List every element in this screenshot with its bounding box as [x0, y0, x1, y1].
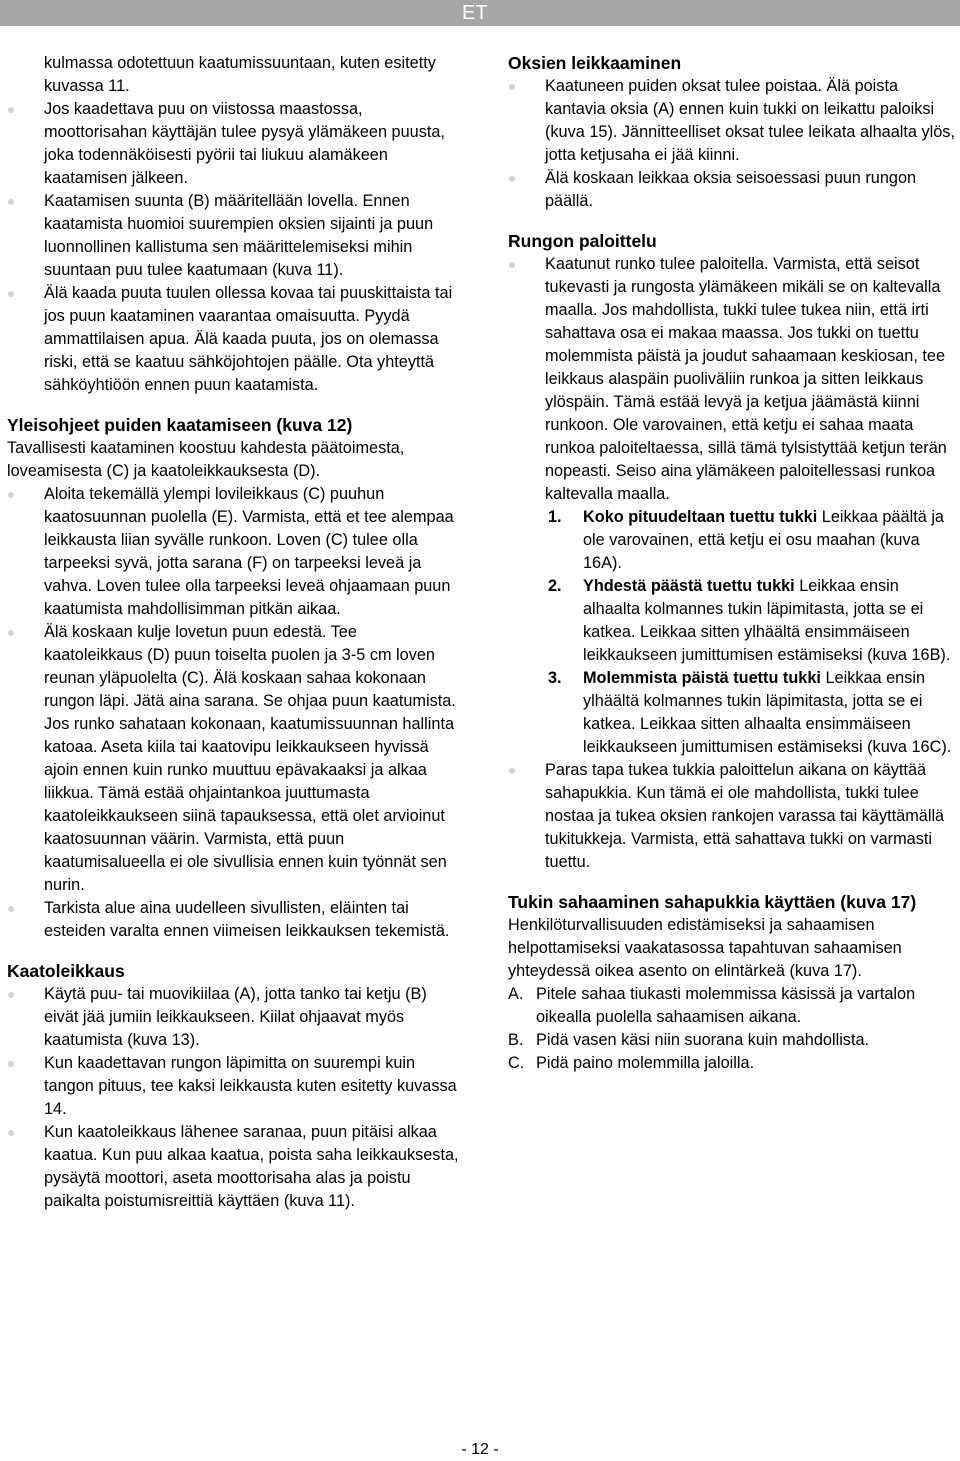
lettered-item — [508, 983, 960, 1029]
paragraph: Henkilöturvallisuuden edistämiseksi ja sahaamisen helpottamiseksi vaakatasossa tapahtuvan sahaamisen yhteydessä oikea asento on elintärkeä (kuva 17). — [508, 916, 902, 980]
section-heading: Rungon paloittelu — [508, 231, 657, 251]
bullet-item: Älä koskaan kulje lovetun puun edestä. Tee kaatoleikkaus (D) puun toiselta puolen ja 3-5 cm loven reunan yläpuolelta (C). Älä koskaan sahaa kokonaan rungon läpi. Jätä aina sarana. Se ohjaa puun kaatumista. Jos runko sahataan kokonaan, kaatumissuunnan hallinta katoaa. Aseta kiila tai kaatovipu leikkaukseen hyvissä ajoin ennen kuin runko muuttuu epävakaaksi ja alkaa liikkua. Tämä estää ohjaintankoa juuttumasta kaatoleikkaukseen siinä tapauksessa, että olet arvioinut kaatosuunnan väärin. Varmista, että puun kaatumisalueella ei ole sivullisia ennen kuin työnnät sen nurin. — [7, 621, 459, 897]
item-text: Pidä vasen käsi niin suorana kuin mahdollista. — [536, 1031, 870, 1049]
numbered-item — [508, 667, 960, 759]
left-column — [7, 52, 459, 1213]
bullet-item: Jos kaadettava puu on viistossa maastossa, moottorisahan käyttäjän tulee pysyä ylämäkeen puusta, joka todennäköisesti pyörii tai liukuu alamäkeen kaatamisen jälkeen. — [7, 98, 459, 190]
bullet-item: Tarkista alue aina uudelleen sivullisten, eläinten tai esteiden varalta ennen viimeisen leikkauksen tekemistä. — [7, 897, 459, 943]
item-title: Koko pituudeltaan tuettu tukki — [583, 508, 818, 526]
header-bar — [0, 0, 960, 26]
item-letter: C. — [508, 1054, 525, 1072]
bullet-item: Kaatuneen puiden oksat tulee poistaa. Älä poista kantavia oksia (A) ennen kuin tukki on leikattu paloiksi (kuva 15). Jännitteelliset oksat tulee leikata alhaalta ylös, jotta ketjusaha ei jää kiinni. — [508, 75, 960, 167]
section-heading: Kaatoleikkaus — [7, 961, 125, 981]
item-text: Leikkaa ensin ylhäältä kolmannes tukin läpimitasta, jotta se ei katkea. Leikkaa sitten alhaalta ensimmäiseen leikkaukseen jumittumisen estämiseksi (kuva 16C). — [583, 669, 952, 756]
item-number: 2. — [548, 577, 562, 595]
numbered-item — [508, 506, 960, 575]
item-letter: B. — [508, 1031, 524, 1049]
bullet-item: Kun kaatoleikkaus lähenee saranaa, puun pitäisi alkaa kaatua. Kun puu alkaa kaatua, poista saha leikkauksesta, pysäytä moottori, aseta moottorisaha alas ja poistu paikalta poistumisreittiä käyttäen (kuva 11). — [7, 1121, 459, 1213]
item-number: 1. — [548, 508, 562, 526]
item-text: Leikkaa päältä ja ole varovainen, että ketju ei osu maahan (kuva 16A). — [583, 508, 944, 572]
lettered-item — [508, 1052, 960, 1075]
lettered-item — [508, 1029, 960, 1052]
bullet-item: Kun kaadettavan rungon läpimitta on suurempi kuin tangon pituus, tee kaksi leikkausta kuten esitetty kuvassa 14. — [7, 1052, 459, 1121]
section-heading: Tukin sahaaminen sahapukkia käyttäen (kuva 17) — [508, 892, 917, 912]
bullet-item: Älä koskaan leikkaa oksia seisoessasi puun rungon päällä. — [508, 167, 960, 213]
section-heading: Oksien leikkaaminen — [508, 53, 682, 73]
section-heading: Yleisohjeet puiden kaatamiseen (kuva 12) — [7, 415, 353, 435]
item-text: Pitele sahaa tiukasti molemmissa käsissä ja vartalon oikealla puolella sahaamisen aikana. — [536, 985, 916, 1026]
item-number: 3. — [548, 669, 562, 687]
item-text: Leikkaa ensin alhaalta kolmannes tukin läpimitasta, jotta se ei katkea. Leikkaa sitten ylhäältä ensimmäiseen leikkaukseen jumittumisen estämiseksi (kuva 16B). — [583, 577, 951, 664]
bullet-item: Kaatunut runko tulee paloitella. Varmista, että seisot tukevasti ja rungosta ylämäkeen mikäli se on kaltevalla maalla. Jos mahdollista, tukki tulee tukea niin, että irti sahattava osa ei makaa maassa. Jos tukki on tuettu molemmista päistä ja joudut sahaamaan keskiosan, tee leikkaus alaspäin puoliväliin runkoa ja sitten leikkaus ylöspäin. Tämä estää levyä ja ketjua jäämästä kiinni runkoon. Ole varovainen, että ketju ei sahaa maata runkoa paloiteltaessa, sillä tämä tylsistyttää ketjun terän nopeasti. Seiso aina ylämäkeen paloitellessasi runkoa kaltevalla maalla. — [508, 253, 960, 506]
item-title: Yhdestä päästä tuettu tukki — [583, 577, 795, 595]
right-column — [508, 52, 960, 1075]
bullet-item: Älä kaada puuta tuulen ollessa kovaa tai puuskittaista tai jos puun kaataminen vaarantaa omaisuutta. Pyydä ammattilaisen apua. Älä kaada puuta, jos on olemassa riski, että se kaatuu sähköjohtojen päälle. Ota yhteyttä sähköyhtiöön ennen puun kaatamista. — [7, 282, 459, 397]
paragraph: Tavallisesti kaataminen koostuu kahdesta päätoimesta, loveamisesta (C) ja kaatoleikkauksesta (D). — [7, 439, 405, 480]
continued-text: kulmassa odotettuun kaatumissuuntaan, kuten esitetty kuvassa 11. — [44, 54, 436, 95]
bullet-item: Paras tapa tukea tukkia paloittelun aikana on käyttää sahapukkia. Kun tämä ei ole mahdollista, tukki tulee nostaa ja tukea oksien rankojen varassa tai käyttämällä tukitukkeja. Varmista, että sahattava tukki on varmasti tuettu. — [508, 759, 960, 874]
numbered-item — [508, 575, 960, 667]
language-label: ET — [462, 2, 488, 24]
bullet-item: Aloita tekemällä ylempi lovileikkaus (C) puuhun kaatosuunnan puolella (E). Varmista, että et tee alempaa leikkausta liian syvälle runkoon. Loven (C) tulee olla tarpeeksi syvä, jotta sarana (F) on tarpeeksi leveä ja vahva. Loven tulee olla tarpeeksi leveä ohjaamaan puun kaatumista mahdollisimman pitkän aikaa. — [7, 483, 459, 621]
item-text: Pidä paino molemmilla jaloilla. — [536, 1054, 755, 1072]
bullet-item: Kaatamisen suunta (B) määritellään lovella. Ennen kaatamista huomioi suurempien oksien sijainti ja puun luonnollinen kallistuma sen määrittelemiseksi mihin suuntaan puu tulee kaatumaan (kuva 11). — [7, 190, 459, 282]
item-letter: A. — [508, 985, 524, 1003]
bullet-item: Käytä puu- tai muovikiilaa (A), jotta tanko tai ketju (B) eivät jää jumiin leikkaukseen. Kiilat ohjaavat myös kaatumista (kuva 13). — [7, 983, 459, 1052]
page-number: - 12 - — [461, 1441, 499, 1458]
item-title: Molemmista päistä tuettu tukki — [583, 669, 821, 687]
